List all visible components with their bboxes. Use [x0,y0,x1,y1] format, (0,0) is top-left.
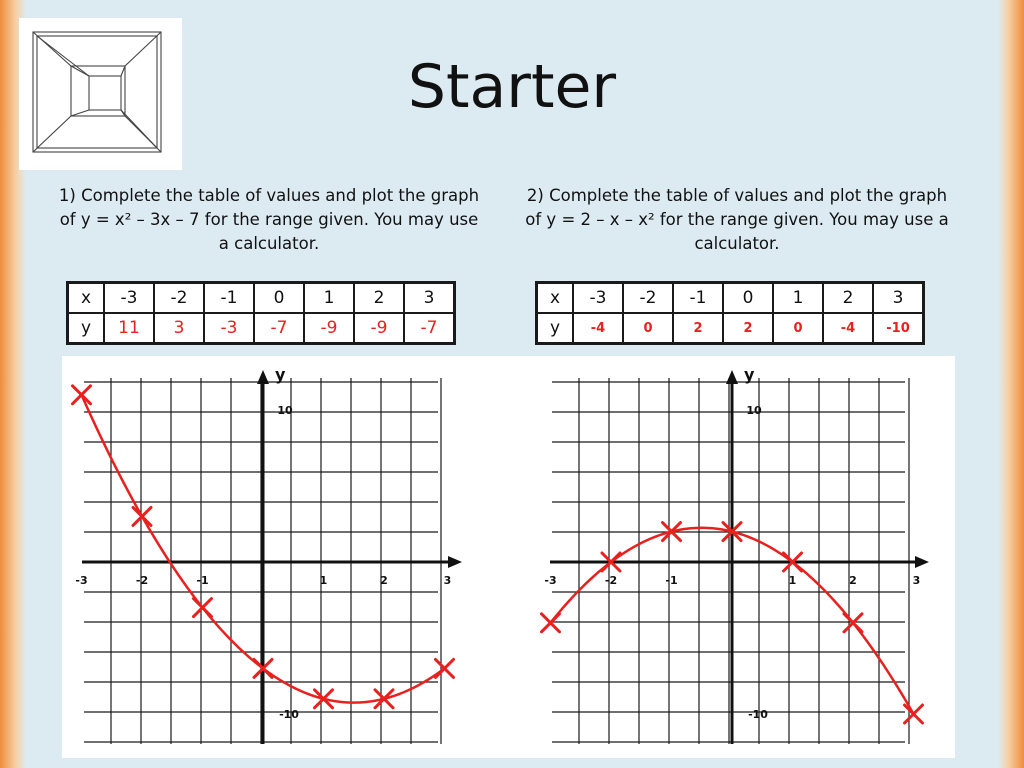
table-row-x [68,283,455,314]
table-cell-x: 2 [354,283,404,314]
x-tick-label: -1 [196,574,209,587]
y-axis-label: y [744,365,755,384]
question-1-text: 1) Complete the table of values and plot the graph of y = x² – 3x – 7 for the range given. You may use a calculator. [58,186,480,253]
table-cell-x: -1 [673,283,723,314]
x-tick-label: 1 [788,574,797,587]
table-cell-y-answer: -4 [573,313,623,344]
y-axis-arrow-icon [257,370,269,384]
table-cell-x: 0 [723,283,773,314]
x-tick-label: -3 [75,574,88,587]
table-row-y [68,313,455,344]
table-cell-x: -3 [104,283,154,314]
data-point-cross-icon [315,690,333,708]
y-tick-label: 10 [746,404,762,417]
data-point-cross-icon [905,705,923,723]
x-tick-label: -2 [135,574,149,587]
table-cell-x: 1 [304,283,354,314]
table-cell-y-answer: -9 [304,313,354,344]
table-cell-x: -2 [623,283,673,314]
table-cell-x: 3 [873,283,924,314]
table-header-y: y [537,313,574,344]
table-row-y [537,313,924,344]
values-table-1 [66,281,456,345]
values-table-2 [535,281,925,345]
table-cell-x: 3 [404,283,455,314]
table-cell-x: -1 [204,283,254,314]
y-tick-label: 10 [277,404,293,417]
x-tick-label: -3 [544,574,557,587]
table-cell-y-answer: -4 [823,313,873,344]
table-cell-x: 0 [254,283,304,314]
question-2-text: 2) Complete the table of values and plot the graph of y = 2 – x – x² for the range given. You may use a calculator. [525,186,949,253]
data-point-cross-icon [194,599,212,617]
data-point-cross-icon [542,614,560,632]
data-point-cross-icon [73,386,91,404]
table-header-x: x [68,283,105,314]
table-cell-y-answer: -10 [873,313,924,344]
table-row-x [537,283,924,314]
table-cell-y-answer: 11 [104,313,154,344]
y-axis-arrow-icon [726,370,738,384]
table-cell-x: -2 [154,283,204,314]
x-tick-label: -2 [604,574,618,587]
data-point-cross-icon [375,690,393,708]
x-tick-label: 3 [912,574,921,587]
x-tick-label: 3 [443,574,452,587]
graph-area [62,356,955,758]
table-cell-y-answer: 3 [154,313,204,344]
table-cell-y-answer: 2 [673,313,723,344]
table-cell-x: -3 [573,283,623,314]
slide-title: Starter [407,52,617,122]
x-axis-arrow-icon [915,556,929,568]
y-axis-label: y [275,365,286,384]
table-cell-y-answer: 0 [773,313,823,344]
data-point-cross-icon [436,659,454,677]
x-tick-label: 2 [380,574,388,587]
x-tick-label: 1 [319,574,328,587]
table-cell-y-answer: -3 [204,313,254,344]
x-axis-arrow-icon [448,556,462,568]
table-cell-y-answer: -7 [404,313,455,344]
table-cell-y-answer: -9 [354,313,404,344]
table-cell-y-answer: -7 [254,313,304,344]
x-tick-label: -1 [665,574,678,587]
y-tick-label: -10 [279,708,299,721]
data-point-cross-icon [844,614,862,632]
table-cell-x: 1 [773,283,823,314]
data-point-cross-icon [133,507,151,525]
table-header-y: y [68,313,105,344]
x-tick-label: 2 [849,574,857,587]
table-cell-y-answer: 0 [623,313,673,344]
table-cell-x: 2 [823,283,873,314]
table-cell-y-answer: 2 [723,313,773,344]
y-tick-label: -10 [748,708,768,721]
graphs-svg [62,356,955,758]
table-header-x: x [537,283,574,314]
